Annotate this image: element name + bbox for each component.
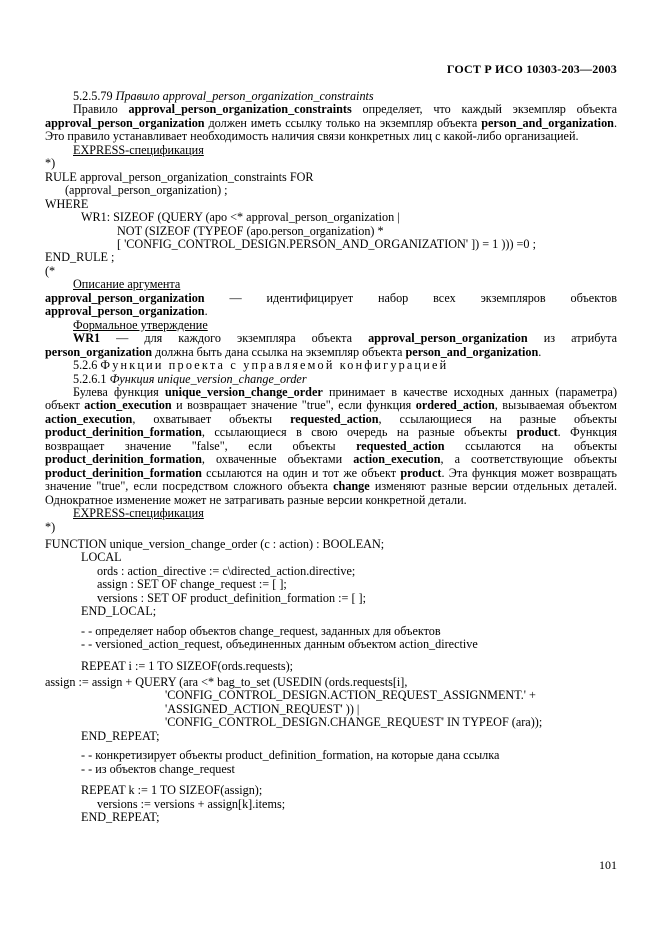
text-segment: - - конкретизирует объекты product_definition_formation, на которые дана ссылка <box>81 748 500 763</box>
text-segment: RULE approval_person_organization_constraints FOR <box>45 169 314 184</box>
text-segment: 5.2.6.1 <box>73 371 110 386</box>
text-segment: END_LOCAL; <box>81 604 157 619</box>
text-segment: Описание аргумента <box>73 277 181 292</box>
text-segment: approval_person_organization <box>368 331 528 346</box>
section-heading <box>45 90 617 103</box>
text-segment: product_derinition_formation <box>45 465 202 480</box>
code-line <box>45 211 617 224</box>
text-segment: product_derinition_formation <box>45 425 202 440</box>
text-segment: *) <box>45 156 56 171</box>
code-line <box>45 798 617 811</box>
text-segment: assign : SET OF change_request := [ ]; <box>97 577 287 592</box>
text-segment: определяет, что каждый экземпляр объекта <box>351 102 617 117</box>
text-segment: - - определяет набор объектов change_request, заданных для объектов <box>81 623 441 638</box>
text-segment: approval_person_organization_constraints <box>128 102 352 117</box>
code-line <box>45 703 617 716</box>
code-line <box>45 784 617 797</box>
comment-line <box>45 763 617 776</box>
page-footer <box>599 858 617 873</box>
text-segment: WR1: SIZEOF (QUERY (apo <* approval_person_organization | <box>81 210 400 225</box>
text-segment: ordered_action <box>415 398 495 413</box>
section-heading <box>45 359 617 372</box>
comment-line <box>45 749 617 762</box>
code-line <box>45 238 617 251</box>
text-segment: Формальное утверждение <box>73 317 208 332</box>
text-segment: END_RULE ; <box>45 250 115 265</box>
text-segment: action_execution <box>84 398 172 413</box>
text-segment: LOCAL <box>81 550 122 565</box>
text-segment: approval_person_organization <box>45 290 205 305</box>
text-segment: из атрибута <box>527 331 617 346</box>
text-segment: 'CONFIG_CONTROL_DESIGN.CHANGE_REQUEST' IN TYPEOF (ara)); <box>165 715 543 730</box>
text-segment: person_and_organization <box>481 115 614 130</box>
document-header <box>45 62 617 77</box>
text-segment: , ссылающиеся на разные объекты <box>378 411 617 426</box>
code-line <box>45 251 617 264</box>
text-segment: unique_version_change_order <box>165 384 323 399</box>
text-segment: FUNCTION unique_version_change_order (c : action) : BOOLEAN; <box>45 536 385 551</box>
text-segment: должен иметь ссылку только на экземпляр объекта <box>204 115 482 130</box>
text-segment: REPEAT k := 1 TO SIZEOF(assign); <box>81 783 263 798</box>
comment-line <box>45 625 617 638</box>
text-segment: versions := versions + assign[k].items; <box>97 796 286 811</box>
underlined-label <box>45 319 617 332</box>
text-segment: и возвращает значение "true", если функция <box>171 398 416 413</box>
text-segment: . Эта функция может возвращать значение "true", если посредством сложного объекта <box>45 465 617 494</box>
text-segment: [ 'CONFIG_CONTROL_DESIGN.PERSON_AND_ORGANIZATION' ]) = 1 ))) =0 ; <box>117 236 536 251</box>
paragraph <box>45 292 617 319</box>
text-segment: 'ASSIGNED_ACTION_REQUEST' )) | <box>165 701 360 716</box>
text-segment: action_execution <box>353 452 441 467</box>
text-segment: END_REPEAT; <box>81 728 160 743</box>
code-line <box>45 592 617 605</box>
code-line <box>45 538 617 551</box>
text-segment: action_execution <box>45 411 133 426</box>
code-line <box>45 551 617 564</box>
text-segment: 5.2.6 <box>73 358 101 373</box>
section-heading <box>45 373 617 386</box>
comment-line <box>45 638 617 651</box>
text-segment: Функции проекта с управляемой конфигурацией <box>100 358 449 373</box>
code-line <box>45 198 617 211</box>
text-segment: изменяют разные версии отдельных деталей. Однократное изменение может не затрагивать разные версии конкретной детали. <box>45 479 618 507</box>
code-line <box>45 578 617 591</box>
text-segment: принимает в качестве исходных данных (параметра) объект <box>45 384 617 413</box>
code-line <box>45 157 617 170</box>
text-segment: versions : SET OF product_definition_formation := [ ]; <box>97 590 366 605</box>
code-line <box>45 521 617 534</box>
text-segment: , вызываемая объектом <box>494 398 617 413</box>
text-segment: approval_person_organization <box>45 304 205 319</box>
text-segment: , а соответствующие объекты <box>440 452 617 467</box>
code-line <box>45 265 617 278</box>
text-segment: requested_action <box>290 411 379 426</box>
text-segment: *) <box>45 519 56 534</box>
paragraph <box>45 332 617 359</box>
text-segment: . <box>204 304 208 319</box>
text-segment: change <box>333 479 370 494</box>
page-number: 101 <box>599 858 617 872</box>
standard-number: ГОСТ Р ИСО 10303-203—2003 <box>446 62 617 76</box>
code-line <box>45 811 617 824</box>
text-segment: - - из объектов change_request <box>81 761 235 776</box>
code-line <box>45 171 617 184</box>
text-segment: assign := assign + QUERY (ara <* bag_to_set (USEDIN (ords.requests[i], <box>45 675 408 690</box>
paragraph <box>45 386 617 507</box>
text-segment: Функция unique_version_change_order <box>109 371 307 386</box>
code-line <box>45 605 617 618</box>
text-segment: . Это правило устанавливает необходимость наличия связи конкретных лиц с какой-либо организацией. <box>45 115 617 144</box>
text-segment: должна быть дана ссылка на экземпляр объекта <box>151 344 406 359</box>
text-segment: approval_person_organization <box>45 115 205 130</box>
text-segment: WHERE <box>45 196 89 211</box>
text-segment: ссылаются на один и тот же объект <box>201 465 401 480</box>
paragraph <box>45 103 617 143</box>
text-segment: (* <box>45 263 56 278</box>
text-segment: 5.2.5.79 <box>73 89 116 103</box>
text-segment: . <box>538 344 542 359</box>
text-segment: 'CONFIG_CONTROL_DESIGN.ACTION_REQUEST_ASSIGNMENT.' + <box>165 688 536 703</box>
text-segment: product <box>516 425 558 440</box>
text-segment: END_REPEAT; <box>81 810 160 825</box>
text-segment: - - versioned_action_request, объединенных данным объектом action_directive <box>81 637 478 652</box>
code-line <box>45 730 617 743</box>
text-segment: EXPRESS-спецификация <box>73 142 204 157</box>
text-segment: Правило approval_person_organization_constraints <box>115 89 374 103</box>
underlined-label <box>45 144 617 157</box>
underlined-label <box>45 278 617 291</box>
text-segment: , ссылающиеся в свою очередь на разные объекты <box>201 425 517 440</box>
code-line <box>45 716 617 729</box>
text-segment: ords : action_directive := c\directed_action.directive; <box>97 563 356 578</box>
text-segment: Булева функция <box>73 384 166 399</box>
text-segment: Правило <box>73 102 129 117</box>
code-line <box>45 689 617 702</box>
text-segment: WR1 <box>73 331 101 346</box>
text-segment: person_and_organization <box>405 344 539 359</box>
code-line <box>45 676 617 689</box>
text-segment: product_derinition_formation <box>45 452 202 467</box>
text-segment: NOT (SIZEOF (TYPEOF (apo.person_organization) * <box>117 223 384 238</box>
text-segment: . Функция возвращает значение "false", если объекты <box>45 425 617 453</box>
document-body <box>45 90 617 825</box>
text-segment: , охватывает объекты <box>132 411 291 426</box>
text-segment: requested_action <box>356 438 445 453</box>
text-segment: EXPRESS-спецификация <box>73 506 204 521</box>
text-segment: , охваченные объектами <box>201 452 354 467</box>
text-segment: — идентифицирует набор всех экземпляров объектов <box>204 290 617 305</box>
text-segment: — для каждого экземпляра объекта <box>100 331 369 346</box>
code-line <box>45 184 617 197</box>
text-segment: person_organization <box>45 344 152 359</box>
code-line <box>45 565 617 578</box>
code-line <box>45 660 617 673</box>
text-segment: product <box>400 465 442 480</box>
text-segment: REPEAT i := 1 TO SIZEOF(ords.requests); <box>81 658 294 673</box>
text-segment: ссылаются на объекты <box>444 438 618 453</box>
text-segment: (approval_person_organization) ; <box>65 183 228 198</box>
code-line <box>45 225 617 238</box>
underlined-label <box>45 507 617 520</box>
